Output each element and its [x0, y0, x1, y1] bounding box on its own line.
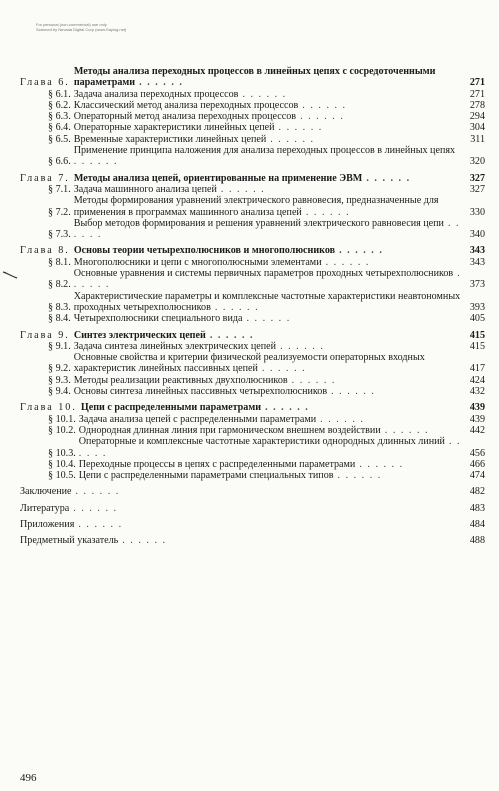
section-page: 278 [469, 99, 485, 111]
table-of-contents [20, 66, 485, 547]
section-page: 271 [469, 88, 485, 100]
section-entry [20, 436, 485, 459]
section-number: § 7.3. [48, 229, 71, 241]
section-title: Цепи с распределенными параметрами специальных типов . . . . . . [78, 470, 382, 482]
section-page: 405 [469, 313, 485, 325]
section-page: 330 [469, 206, 485, 218]
dot-leader: . . . . . . [257, 363, 307, 375]
section-title: Задача анализа цепей с распределенными параметрами . . . . . . [78, 413, 365, 425]
section-title: Временные характеристики линейных цепей . . . . . . [73, 133, 315, 145]
section-page: 432 [469, 386, 485, 398]
dot-leader: . . . . . . [73, 217, 461, 241]
chapter-heading [20, 173, 485, 184]
section-entry [20, 145, 485, 168]
section-number: § 10.5. [48, 470, 76, 482]
back-matter-title: Предметный указатель . . . . . . [20, 535, 167, 547]
section-entry [20, 257, 485, 268]
section-entry [20, 352, 485, 375]
section-title: Основы синтеза линейных пассивных четырехполюсников . . . . . . [73, 386, 376, 398]
chapter-title: Цепи с распределенными параметрами . . . . . . [80, 402, 310, 414]
dot-leader: . . . . . . [71, 486, 120, 498]
chapter-page: 271 [469, 77, 485, 89]
dot-leader: . . . . . . [74, 518, 123, 530]
back-matter-entry [20, 535, 485, 546]
section-number: § 8.1. [48, 256, 71, 268]
dot-leader: . . . . . . [274, 122, 323, 134]
dot-leader: . . . . . . [216, 183, 266, 195]
back-matter-page: 484 [469, 518, 485, 530]
section-entry [20, 386, 485, 397]
section-entry [20, 313, 485, 324]
back-matter-entry [20, 486, 485, 497]
section-title: Методы формирования уравнений электрического равновесия, предназначенные для применения в программах машинного анализа цепей . . . . . . [73, 195, 439, 218]
section-page: 320 [469, 156, 485, 168]
section-number: § 7.1. [48, 183, 71, 195]
section-title: Классический метод анализа переходных процессов . . . . . . [73, 99, 347, 111]
section-title: Четырехполюсники специального вида . . . . . . [73, 313, 291, 325]
dot-leader: . . . . . . [327, 386, 376, 398]
chapter-title: Основы теории четырехполюсников и многополюсников . . . . . . [73, 245, 384, 257]
section-number: § 6.6. [48, 156, 71, 168]
section-entry [20, 195, 485, 218]
chapter-label: Глава 7. [20, 172, 70, 184]
section-entry [20, 414, 485, 425]
chapter-page: 415 [469, 329, 485, 341]
back-matter-title: Литература . . . . . . [20, 502, 118, 514]
watermark-line-2: Scanned by Nevada Digital Corp (www.Saylug.net) [36, 27, 127, 32]
section-page: 373 [469, 279, 485, 291]
section-page: 456 [469, 447, 485, 459]
dot-leader: . . . . . . [73, 156, 118, 168]
section-title: Методы реализации реактивных двухполюсников . . . . . . [73, 374, 336, 386]
section-entry [20, 89, 485, 100]
section-entry [20, 134, 485, 145]
dot-leader: . . . . . . [333, 470, 382, 482]
section-number: § 10.3. [48, 447, 76, 459]
section-entry [20, 375, 485, 386]
section-entry [20, 268, 485, 291]
dot-leader: . . . . . . [135, 77, 184, 89]
page-number: 496 [20, 772, 37, 784]
section-entry [20, 459, 485, 470]
section-entry [20, 218, 485, 241]
section-page: 439 [469, 413, 485, 425]
section-entry [20, 291, 485, 314]
section-number: § 9.3. [48, 374, 71, 386]
section-page: 415 [469, 340, 485, 352]
dot-leader: . . . . . . [210, 301, 260, 313]
back-matter-page: 488 [469, 535, 485, 547]
section-entry [20, 470, 485, 481]
dot-leader: . . . . . . [261, 402, 310, 414]
section-title: Операторные характеристики линейных цепей . . . . . . [73, 122, 323, 134]
dot-leader: . . . . . . [335, 245, 384, 257]
section-page: 417 [469, 363, 485, 375]
section-number: § 9.2. [48, 363, 71, 375]
section-title: Многополюсники и цепи с многополюсными элементами . . . . . . [73, 256, 370, 268]
dot-leader: . . . . . . [321, 256, 370, 268]
chapter-label: Глава 6. [20, 77, 70, 89]
chapter-title: Методы анализа цепей, ориентированные на применение ЭВМ . . . . . . [73, 172, 411, 184]
chapter-heading [20, 66, 485, 89]
section-title: Характеристические параметры и комплексные частотные характеристики неавтономных проходных четырехполюсников . . . . . . [73, 290, 461, 313]
dot-leader: . . . . . . [362, 172, 411, 184]
section-page: 327 [469, 183, 485, 195]
dot-leader: . . . . . . [78, 436, 462, 459]
section-page: 304 [469, 122, 485, 134]
section-number: § 8.4. [48, 313, 71, 325]
chapter-label: Глава 8. [20, 245, 70, 257]
section-title: Задача анализа переходных процессов . . . . . . [73, 88, 287, 100]
section-number: § 6.1. [48, 88, 71, 100]
chapter-label: Глава 10. [20, 402, 77, 414]
section-page: 474 [469, 470, 485, 482]
scan-watermark [36, 22, 126, 32]
back-matter-page: 483 [469, 502, 485, 514]
dot-leader: . . . . . . [242, 313, 291, 325]
section-title: Однородная длинная линия при гармоническом внешнем воздействии . . . . . . [78, 424, 430, 436]
section-title: Основные уравнения и системы первичных параметров проходных четырехполюсников . . . . . . [73, 268, 462, 291]
back-matter-title: Заключение . . . . . . [20, 486, 120, 498]
section-page: 340 [469, 229, 485, 241]
section-page: 424 [469, 374, 485, 386]
section-number: § 10.4. [48, 458, 76, 470]
section-number: § 10.2. [48, 424, 76, 436]
section-page: 294 [469, 111, 485, 123]
chapter-title: Синтез электрических цепей . . . . . . [73, 329, 255, 341]
dot-leader: . . . . . . [266, 133, 315, 145]
back-matter-page: 482 [469, 486, 485, 498]
section-number: § 7.2. [48, 206, 71, 218]
chapter-title: Методы анализа переходных процессов в линейных цепях с сосредоточенными параметрами . . . . . . [73, 66, 436, 89]
section-entry [20, 425, 485, 436]
chapter-label: Глава 9. [20, 329, 70, 341]
section-number: § 6.5. [48, 133, 71, 145]
section-number: § 10.1. [48, 413, 76, 425]
section-page: 393 [469, 301, 485, 313]
back-matter-title: Приложения . . . . . . [20, 518, 123, 530]
section-title: Основные свойства и критерии физической реализуемости операторных входных характеристик линейных пассивных цепей . . . . . . [73, 352, 425, 375]
section-page: 311 [470, 133, 485, 145]
section-title: Выбор методов формирования и решения уравнений электрического равновесия цепи . . . . . . [73, 217, 461, 241]
section-entry [20, 111, 485, 122]
chapter-page: 327 [469, 172, 485, 184]
dot-leader: . . . . . . [73, 268, 462, 291]
dot-leader: . . . . . . [205, 329, 255, 341]
section-entry [20, 122, 485, 133]
chapter-page: 343 [469, 245, 485, 257]
section-entry [20, 100, 485, 111]
section-page: 343 [469, 256, 485, 268]
section-title: Задача машинного анализа цепей . . . . . . [73, 183, 266, 195]
watermark-line-1: For personal (non-commercial) use only [36, 22, 107, 27]
chapter-heading [20, 330, 485, 341]
dot-leader: . . . . . . [287, 374, 336, 386]
chapter-page: 439 [469, 402, 485, 414]
section-number: § 9.1. [48, 340, 71, 352]
section-page: 442 [469, 424, 485, 436]
section-number: § 8.2. [48, 279, 71, 291]
section-number: § 6.4. [48, 122, 71, 134]
dot-leader: . . . . . . [118, 535, 167, 547]
back-matter-entry [20, 503, 485, 514]
section-title: Задача синтеза линейных электрических цепей . . . . . . [73, 340, 325, 352]
chapter-heading [20, 245, 485, 256]
dot-leader: . . . . . . [69, 502, 118, 514]
section-number: § 9.4. [48, 386, 71, 398]
dot-leader: . . . . . . [380, 424, 430, 436]
section-title: Операторные и комплексные частотные характеристики однородных длинных линий . . . . . . [78, 436, 462, 459]
dot-leader: . . . . . . [355, 458, 404, 470]
margin-check-mark-icon [2, 270, 18, 280]
section-entry [20, 341, 485, 352]
section-number: § 6.2. [48, 99, 71, 111]
section-number: § 8.3. [48, 301, 71, 313]
dot-leader: . . . . . . [276, 340, 325, 352]
dot-leader: . . . . . . [301, 206, 351, 218]
dot-leader: . . . . . . [298, 99, 347, 111]
back-matter-entry [20, 519, 485, 530]
section-entry [20, 184, 485, 195]
section-number: § 6.3. [48, 111, 71, 123]
section-page: 466 [469, 458, 485, 470]
dot-leader: . . . . . . [296, 111, 345, 123]
chapter-heading [20, 402, 485, 413]
section-title: Применение принципа наложения для анализа переходных процессов в линейных цепях . . . . . . [73, 145, 456, 168]
dot-leader: . . . . . . [316, 413, 365, 425]
section-title: Операторный метод анализа переходных процессов . . . . . . [73, 111, 345, 123]
section-title: Переходные процессы в цепях с распределенными параметрами . . . . . . [78, 458, 404, 470]
dot-leader: . . . . . . [238, 88, 287, 100]
